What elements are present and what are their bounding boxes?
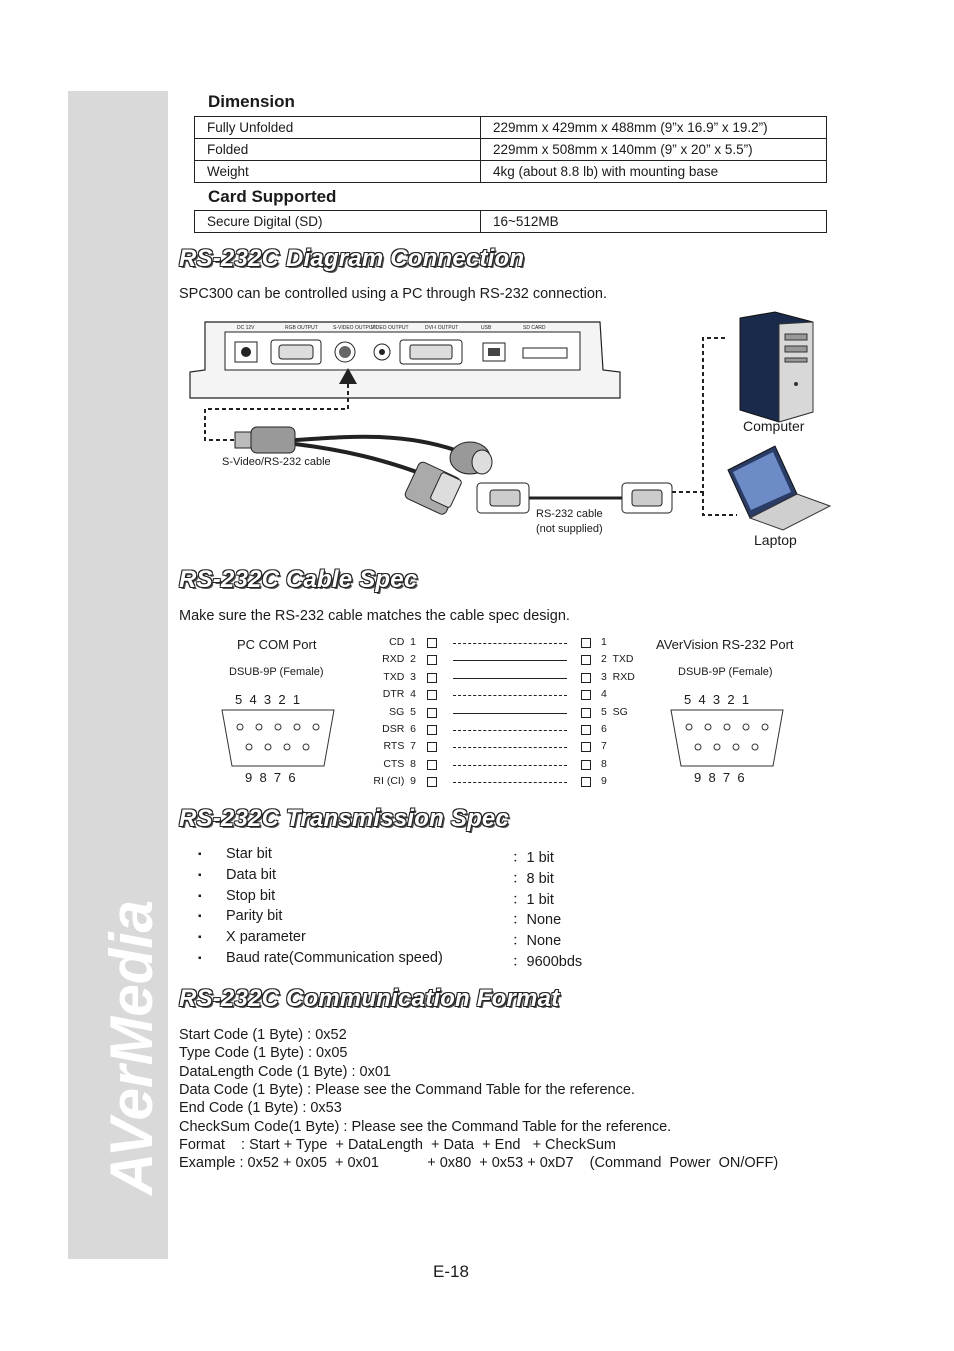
- right-pin-label: 5 SG: [601, 705, 628, 718]
- right-port-top-pins: 5 4 3 2 1: [684, 692, 750, 707]
- wire-unconnected: [453, 765, 567, 766]
- left-pin-label: DSR 6: [382, 723, 416, 735]
- left-pin-label: RTS 7: [383, 740, 416, 753]
- bullet-icon: ▪: [198, 932, 202, 944]
- table-row: [195, 211, 827, 233]
- left-pin-label: RI (CI) 9: [373, 775, 416, 788]
- avermedia-logo: [68, 880, 168, 1210]
- port-label: USB: [481, 325, 492, 331]
- format-line: Data Code (1 Byte) : Please see the Command Table for the reference.: [179, 1081, 635, 1098]
- right-pin-box: [581, 673, 591, 683]
- right-pin-box: [581, 655, 591, 665]
- left-pin-box: [427, 690, 437, 700]
- format-line: Format : Start + Type + DataLength + Data + End + CheckSum: [179, 1136, 616, 1153]
- right-pin-box: [581, 638, 591, 648]
- transmission-label: Stop bit: [226, 887, 276, 904]
- not-supplied-label: (not supplied): [536, 523, 603, 535]
- right-pin-label: 9: [601, 775, 607, 788]
- card-value: 16~512MB: [481, 211, 827, 233]
- format-line: Start Code (1 Byte) : 0x52: [179, 1027, 347, 1043]
- dimension-label: Folded: [195, 139, 481, 161]
- laptop-icon: [728, 446, 830, 530]
- page-number: E-18: [433, 1262, 469, 1281]
- wire-unconnected: [453, 747, 567, 748]
- rs232-cable-label: RS-232 cable: [536, 508, 603, 520]
- dimension-value: 4kg (about 8.8 lb) with mounting base: [481, 161, 827, 183]
- right-pin-box: [581, 690, 591, 700]
- port-label: DVI-I OUTPUT: [425, 325, 459, 331]
- left-port-subtitle: DSUB-9P (Female): [229, 666, 324, 678]
- wire-connected: [453, 660, 567, 661]
- left-pin-box: [427, 777, 437, 787]
- card-heading: Card Supported: [208, 187, 337, 206]
- transmission-value: ：9600bds: [512, 954, 583, 970]
- left-pin-box: [427, 673, 437, 683]
- left-pin-box: [427, 638, 437, 648]
- bullet-icon: ▪: [198, 869, 202, 881]
- transmission-value: ：8 bit: [512, 870, 554, 887]
- card-label: Secure Digital (SD): [195, 211, 481, 233]
- transmission-label: Star bit: [226, 846, 272, 862]
- format-line: Type Code (1 Byte) : 0x05: [179, 1045, 348, 1062]
- left-db9-connector: [218, 706, 338, 770]
- transmission-value: ：None: [512, 912, 562, 929]
- left-port-bottom-pins: 9 8 7 6: [245, 770, 296, 785]
- right-pin-box: [581, 725, 591, 735]
- left-pin-box: [427, 725, 437, 735]
- right-pin-box: [581, 777, 591, 787]
- port-label: DC 12V: [237, 325, 255, 331]
- wire-unconnected: [453, 730, 567, 731]
- diagram-intro: SPC300 can be controlled using a PC through RS-232 connection.: [179, 286, 608, 302]
- svideo-cable-label: S-Video/RS-232 cable: [222, 456, 331, 468]
- transmission-section-heading: RS-232C Transmission Spec: [179, 805, 510, 832]
- left-pin-box: [427, 760, 437, 770]
- bullet-icon: ▪: [198, 849, 202, 860]
- bullet-icon: ▪: [198, 890, 202, 902]
- laptop-label: Laptop: [754, 532, 797, 548]
- right-port-subtitle: DSUB-9P (Female): [678, 666, 773, 678]
- dimension-table: [194, 116, 827, 183]
- transmission-label: Parity bit: [226, 908, 283, 925]
- cable-intro: Make sure the RS-232 cable matches the cable spec design.: [179, 608, 570, 624]
- table-row: [195, 139, 827, 161]
- right-pin-label: 6: [601, 723, 607, 735]
- wire-unconnected: [453, 782, 567, 783]
- left-pin-label: DTR 4: [382, 688, 416, 701]
- computer-label: Computer: [743, 418, 805, 434]
- right-port-title: AVerVision RS-232 Port: [656, 637, 794, 652]
- dimension-value: 229mm x 508mm x 140mm (9” x 20” x 5.5”): [481, 139, 827, 161]
- left-port-title: PC COM Port: [237, 637, 317, 652]
- right-pin-label: 4: [601, 688, 607, 701]
- left-pin-label: RXD 2: [382, 653, 416, 666]
- wire-connected: [453, 713, 567, 714]
- format-line: Example : 0x52 + 0x05 + 0x01 + 0x80 + 0x53 + 0xD7 (Command Power ON/OFF): [179, 1155, 779, 1172]
- port-label: RGB OUTPUT: [285, 325, 318, 331]
- left-pin-box: [427, 742, 437, 752]
- wire-connected: [453, 678, 567, 679]
- left-pin-box: [427, 655, 437, 665]
- right-pin-label: 1: [601, 636, 607, 648]
- format-line: DataLength Code (1 Byte) : 0x01: [179, 1063, 391, 1080]
- port-label: S-VIDEO OUTPUT: [333, 325, 376, 331]
- diagram-section-heading: RS-232C Diagram Connection: [179, 245, 525, 272]
- computer-icon: [740, 312, 813, 422]
- right-pin-box: [581, 760, 591, 770]
- format-section-heading: RS-232C Communication Format: [179, 985, 560, 1012]
- card-table: [194, 210, 827, 233]
- dimension-label: Weight: [195, 161, 481, 183]
- left-pin-label: CTS 8: [383, 757, 416, 770]
- transmission-label: X parameter: [226, 929, 306, 946]
- cable-section-heading: RS-232C Cable Spec: [179, 566, 418, 593]
- bullet-icon: ▪: [198, 953, 202, 964]
- transmission-label: Data bit: [226, 866, 276, 883]
- left-port-top-pins: 5 4 3 2 1: [235, 692, 301, 707]
- port-label: SD CARD: [523, 325, 546, 331]
- right-pin-label: 2 TXD: [601, 653, 634, 666]
- left-pin-label: CD 1: [389, 636, 416, 648]
- port-label: VIDEO OUTPUT: [371, 325, 409, 331]
- right-pin-label: 7: [601, 740, 607, 753]
- transmission-value: ：None: [512, 933, 562, 950]
- dimension-heading: Dimension: [208, 92, 295, 111]
- format-line: End Code (1 Byte) : 0x53: [179, 1100, 342, 1117]
- wire-unconnected: [453, 643, 567, 644]
- left-pin-label: TXD 3: [383, 670, 416, 683]
- wire-unconnected: [453, 695, 567, 696]
- transmission-value: ：1 bit: [512, 850, 554, 866]
- dimension-label: Fully Unfolded: [195, 117, 481, 139]
- transmission-value: ：1 bit: [512, 891, 554, 908]
- right-pin-label: 8: [601, 757, 607, 770]
- format-line: CheckSum Code(1 Byte) : Please see the Command Table for the reference.: [179, 1118, 672, 1135]
- svg-text:AVerMedia: AVerMedia: [98, 891, 165, 1195]
- table-row: [195, 161, 827, 183]
- right-pin-box: [581, 708, 591, 718]
- dimension-value: 229mm x 429mm x 488mm (9”x 16.9” x 19.2”): [481, 117, 827, 139]
- table-row: [195, 117, 827, 139]
- left-pin-label: SG 5: [389, 705, 416, 718]
- right-db9-connector: [667, 706, 787, 770]
- bullet-icon: ▪: [198, 911, 202, 923]
- left-pin-box: [427, 708, 437, 718]
- transmission-label: Baud rate(Communication speed): [226, 950, 443, 966]
- right-pin-label: 3 RXD: [601, 670, 635, 683]
- right-pin-box: [581, 742, 591, 752]
- right-port-bottom-pins: 9 8 7 6: [694, 770, 745, 785]
